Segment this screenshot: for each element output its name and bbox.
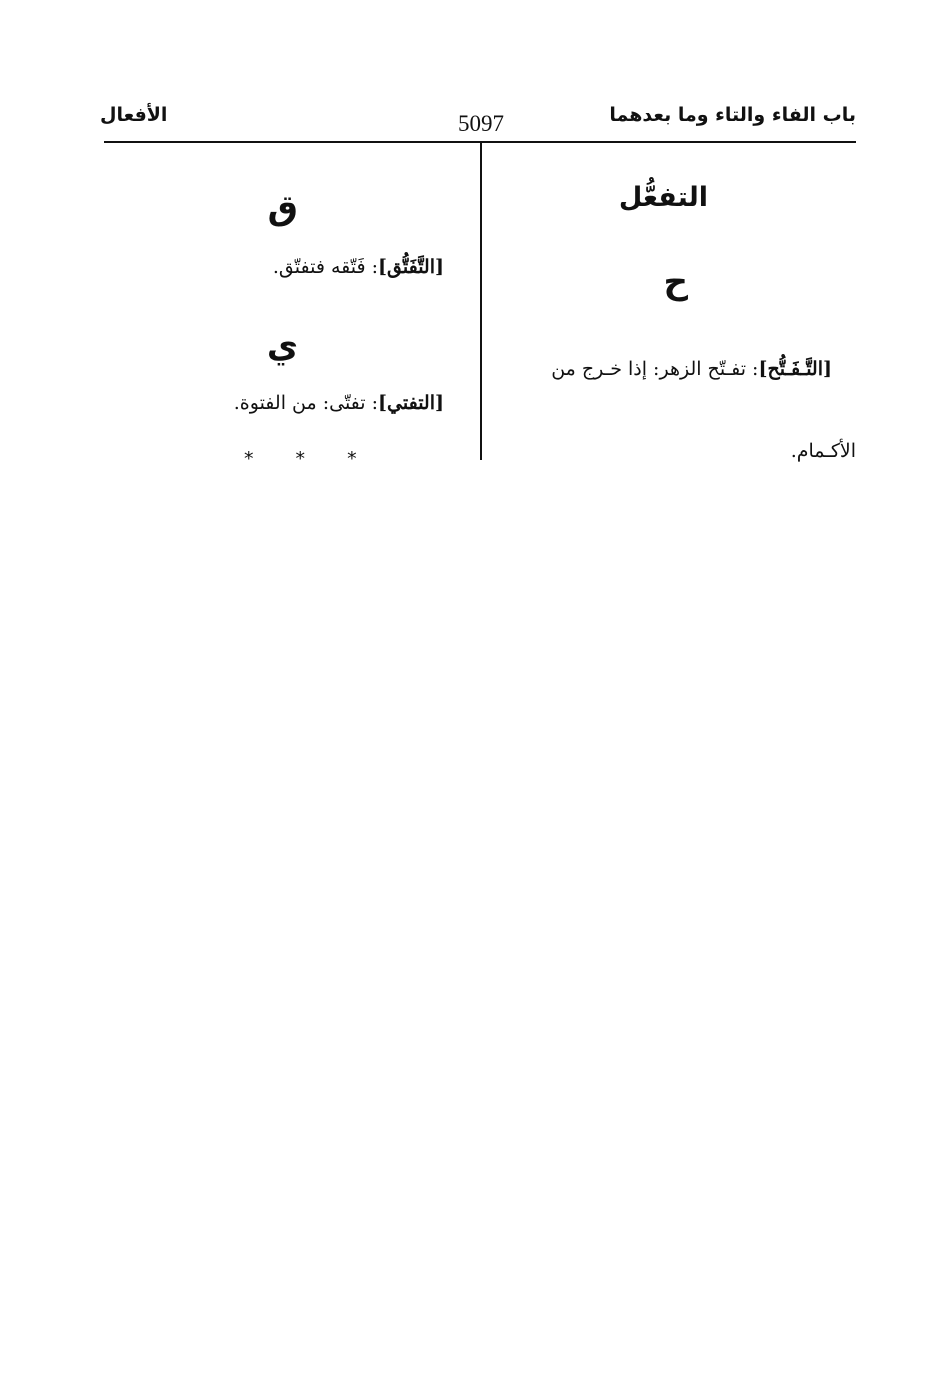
entry-headword: [التَّـفَـتُّح]: [758, 358, 832, 380]
entry-headword: [التَّفَتُّق]: [378, 256, 444, 278]
entry-tafatti: [234, 392, 444, 414]
section-end-stars: * * *: [244, 448, 375, 470]
section-name: الأفعال: [100, 104, 168, 126]
section-title: التفعُّل: [618, 182, 708, 213]
chapter-title: باب الفاء والتاء وما بعدهما: [609, 104, 856, 126]
letter-heading-ya: ي: [266, 326, 298, 366]
entry-tafattuh-line1: [551, 358, 832, 380]
entry-definition: : تفـتّح الزهر: إذا خـرج من: [551, 358, 759, 380]
letter-heading-qaf: ق: [267, 188, 298, 228]
column-divider: [480, 142, 482, 460]
page-number: 5097: [458, 111, 504, 136]
entry-tafattuq: [273, 256, 444, 278]
entry-definition: : تفتّى: من الفتوة.: [233, 392, 379, 414]
entry-definition: : فَتّقه فتفتّق.: [272, 256, 379, 278]
entry-tafattuh-line2: الأكـمام.: [790, 440, 856, 462]
entry-headword: [التفتي]: [378, 392, 444, 414]
letter-heading-ha: ح: [663, 262, 688, 302]
